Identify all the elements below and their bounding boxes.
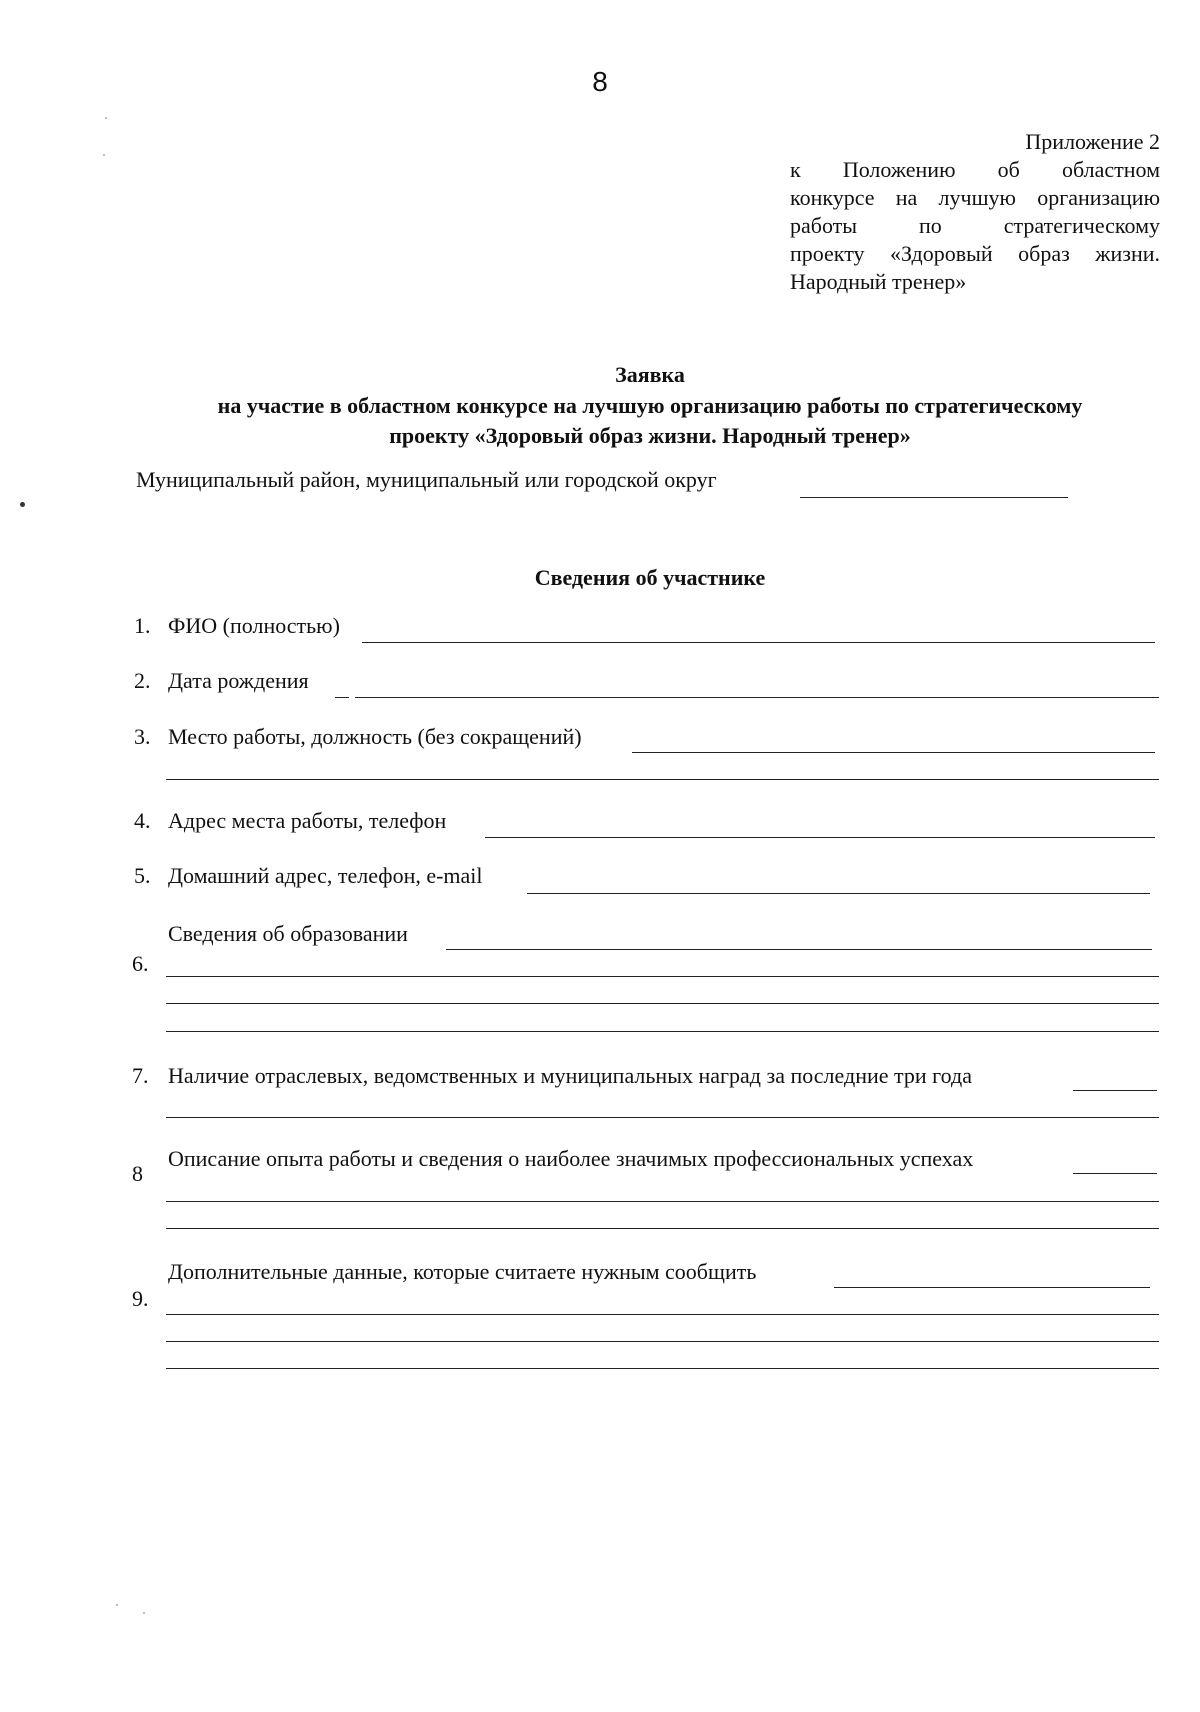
scan-speck — [105, 117, 107, 119]
education-input[interactable] — [446, 949, 1152, 950]
scan-speck — [143, 1612, 145, 1614]
field-label: ФИО (полностью) — [168, 613, 340, 638]
form-subtitle: проекту «Здоровый образ жизни. Народный тренер» — [389, 423, 911, 448]
field-label: Описание опыта работы и сведения о наиболее значимых профессиональных успехах — [168, 1146, 974, 1171]
field-label: Сведения об образовании — [168, 921, 408, 946]
home-address-input[interactable] — [527, 893, 1150, 894]
scan-speck — [20, 502, 25, 507]
district-input[interactable] — [800, 497, 1068, 498]
field-number: 1. — [134, 613, 151, 638]
birthdate-input-prefix — [335, 697, 349, 698]
additional-input[interactable] — [834, 1287, 1150, 1288]
form-heading: Заявка — [615, 362, 685, 387]
field-label: Адрес места работы, телефон — [168, 808, 447, 833]
appendix-title: Приложение 2 — [1025, 129, 1160, 154]
fio-input[interactable] — [362, 642, 1155, 643]
form-subtitle: на участие в областном конкурсе на лучшую организацию работы по стратегическому — [217, 393, 1083, 418]
experience-input-line[interactable] — [166, 1201, 1159, 1202]
workplace-input-line[interactable] — [166, 779, 1159, 780]
appendix-line: проекту «Здоровый образ жизни. — [790, 241, 1160, 266]
field-number: 9. — [132, 1286, 149, 1311]
experience-input[interactable] — [1073, 1173, 1157, 1174]
scan-speck — [116, 1604, 118, 1606]
field-number: 8 — [132, 1161, 143, 1186]
work-address-input[interactable] — [485, 837, 1155, 838]
additional-input-line[interactable] — [166, 1341, 1159, 1342]
appendix-line: Народный тренер» — [790, 269, 967, 294]
field-label: Дата рождения — [168, 668, 309, 693]
field-number: 6. — [132, 951, 149, 976]
birthdate-input[interactable] — [355, 697, 1159, 698]
education-input-line[interactable] — [166, 976, 1159, 977]
field-number: 7. — [132, 1063, 149, 1088]
field-label: Наличие отраслевых, ведомственных и муниципальных наград за последние три года — [168, 1063, 972, 1088]
field-number: 5. — [134, 863, 151, 888]
appendix-reference — [790, 128, 1160, 296]
awards-input[interactable] — [1073, 1090, 1157, 1091]
education-input-line[interactable] — [166, 1031, 1159, 1032]
page-number: 8 — [592, 66, 608, 97]
appendix-line: работы по стратегическому — [790, 213, 1160, 238]
field-number: 3. — [134, 724, 151, 749]
additional-input-line[interactable] — [166, 1314, 1159, 1315]
district-label: Муниципальный район, муниципальный или городской округ — [136, 467, 717, 492]
field-label: Место работы, должность (без сокращений) — [168, 724, 582, 749]
field-label: Дополнительные данные, которые считаете нужным сообщить — [168, 1259, 757, 1284]
workplace-input[interactable] — [632, 752, 1155, 753]
section-title: Сведения об участнике — [534, 565, 766, 590]
field-label: Домашний адрес, телефон, e-mail — [168, 863, 483, 888]
field-number: 4. — [134, 808, 151, 833]
education-input-line[interactable] — [166, 1003, 1159, 1004]
field-number: 2. — [134, 668, 151, 693]
scan-speck — [103, 154, 105, 156]
appendix-line: конкурсе на лучшую организацию — [790, 185, 1160, 210]
awards-input-line[interactable] — [166, 1117, 1159, 1118]
experience-input-line[interactable] — [166, 1228, 1159, 1229]
appendix-line: к Положению об областном — [790, 157, 1160, 182]
additional-input-line[interactable] — [166, 1368, 1159, 1369]
